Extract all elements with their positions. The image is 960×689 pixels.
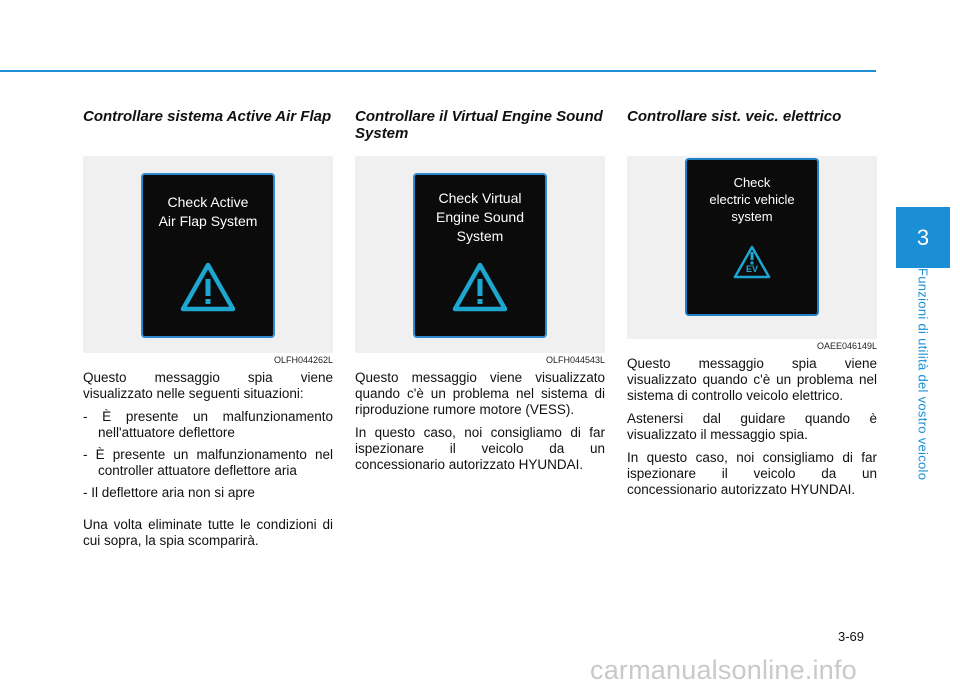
cluster-screen (141, 173, 275, 338)
section-active-air-flap (83, 108, 333, 556)
list-item: - È presente un malfunzionamento nel controller attuatore deflettore aria (83, 447, 333, 478)
paragraph: Questo messaggio spia viene visualizzato quando c'è un problema nel sistema di controllo veicolo elettrico. (627, 356, 877, 403)
cluster-screen (685, 158, 819, 316)
section-heading: Controllare il Virtual Engine Sound System (355, 108, 603, 142)
figure-code: OLFH044262L (273, 355, 333, 365)
figure-cluster-display (355, 156, 605, 353)
figure-cluster-display (83, 156, 333, 353)
screen-message: Check Active Air Flap System (158, 194, 258, 229)
list-item: - È presente un malfunzionamento nell'attuatore deflettore (83, 409, 333, 440)
header-rule (0, 70, 876, 72)
section-heading: Controllare sist. veic. elettrico (627, 108, 842, 125)
condition-list (83, 409, 333, 501)
screen-message: Check electric vehicle system (709, 175, 795, 224)
list-item: - Il deflettore aria non si apre (83, 485, 255, 500)
section-body (83, 370, 333, 549)
section-electric-vehicle-system (627, 108, 877, 505)
screen-message: Check Virtual Engine Sound System (436, 190, 524, 244)
section-body (627, 356, 877, 498)
intro-paragraph: Questo messaggio spia viene visualizzato nelle seguenti situazioni: (83, 370, 333, 401)
warning-triangle-icon (451, 261, 509, 313)
warning-triangle-icon (179, 261, 237, 313)
section-heading: Controllare sistema Active Air Flap (83, 108, 332, 125)
section-virtual-engine-sound (355, 108, 605, 480)
ev-warning-icon: EV (732, 244, 772, 280)
watermark: carmanualsonline.info (590, 655, 857, 685)
paragraph: Questo messaggio viene visualizzato quando c'è un problema nel sistema di riproduzione rumore motore (VESS). (355, 370, 605, 417)
paragraph: Astenersi dal guidare quando è visualizzato il messaggio spia. (627, 411, 877, 442)
chapter-number-tab: 3 (896, 207, 950, 268)
outro-paragraph: Una volta eliminate tutte le condizioni di cui sopra, la spia scomparirà. (83, 517, 333, 548)
paragraph: In questo caso, noi consigliamo di far ispezionare il veicolo da un concessionario autorizzato HYUNDAI. (355, 425, 605, 472)
cluster-screen (413, 173, 547, 338)
chapter-title: Funzioni di utilità del vostro veicolo (915, 268, 931, 481)
figure-code: OLFH044543L (545, 355, 605, 365)
paragraph: In questo caso, noi consigliamo di far ispezionare il veicolo da un concessionario autorizzato HYUNDAI. (627, 450, 877, 497)
figure-cluster-display (627, 156, 877, 339)
page-number: 3-69 (838, 629, 865, 644)
section-body (355, 370, 605, 473)
figure-code: OAEE046149L (816, 341, 877, 351)
